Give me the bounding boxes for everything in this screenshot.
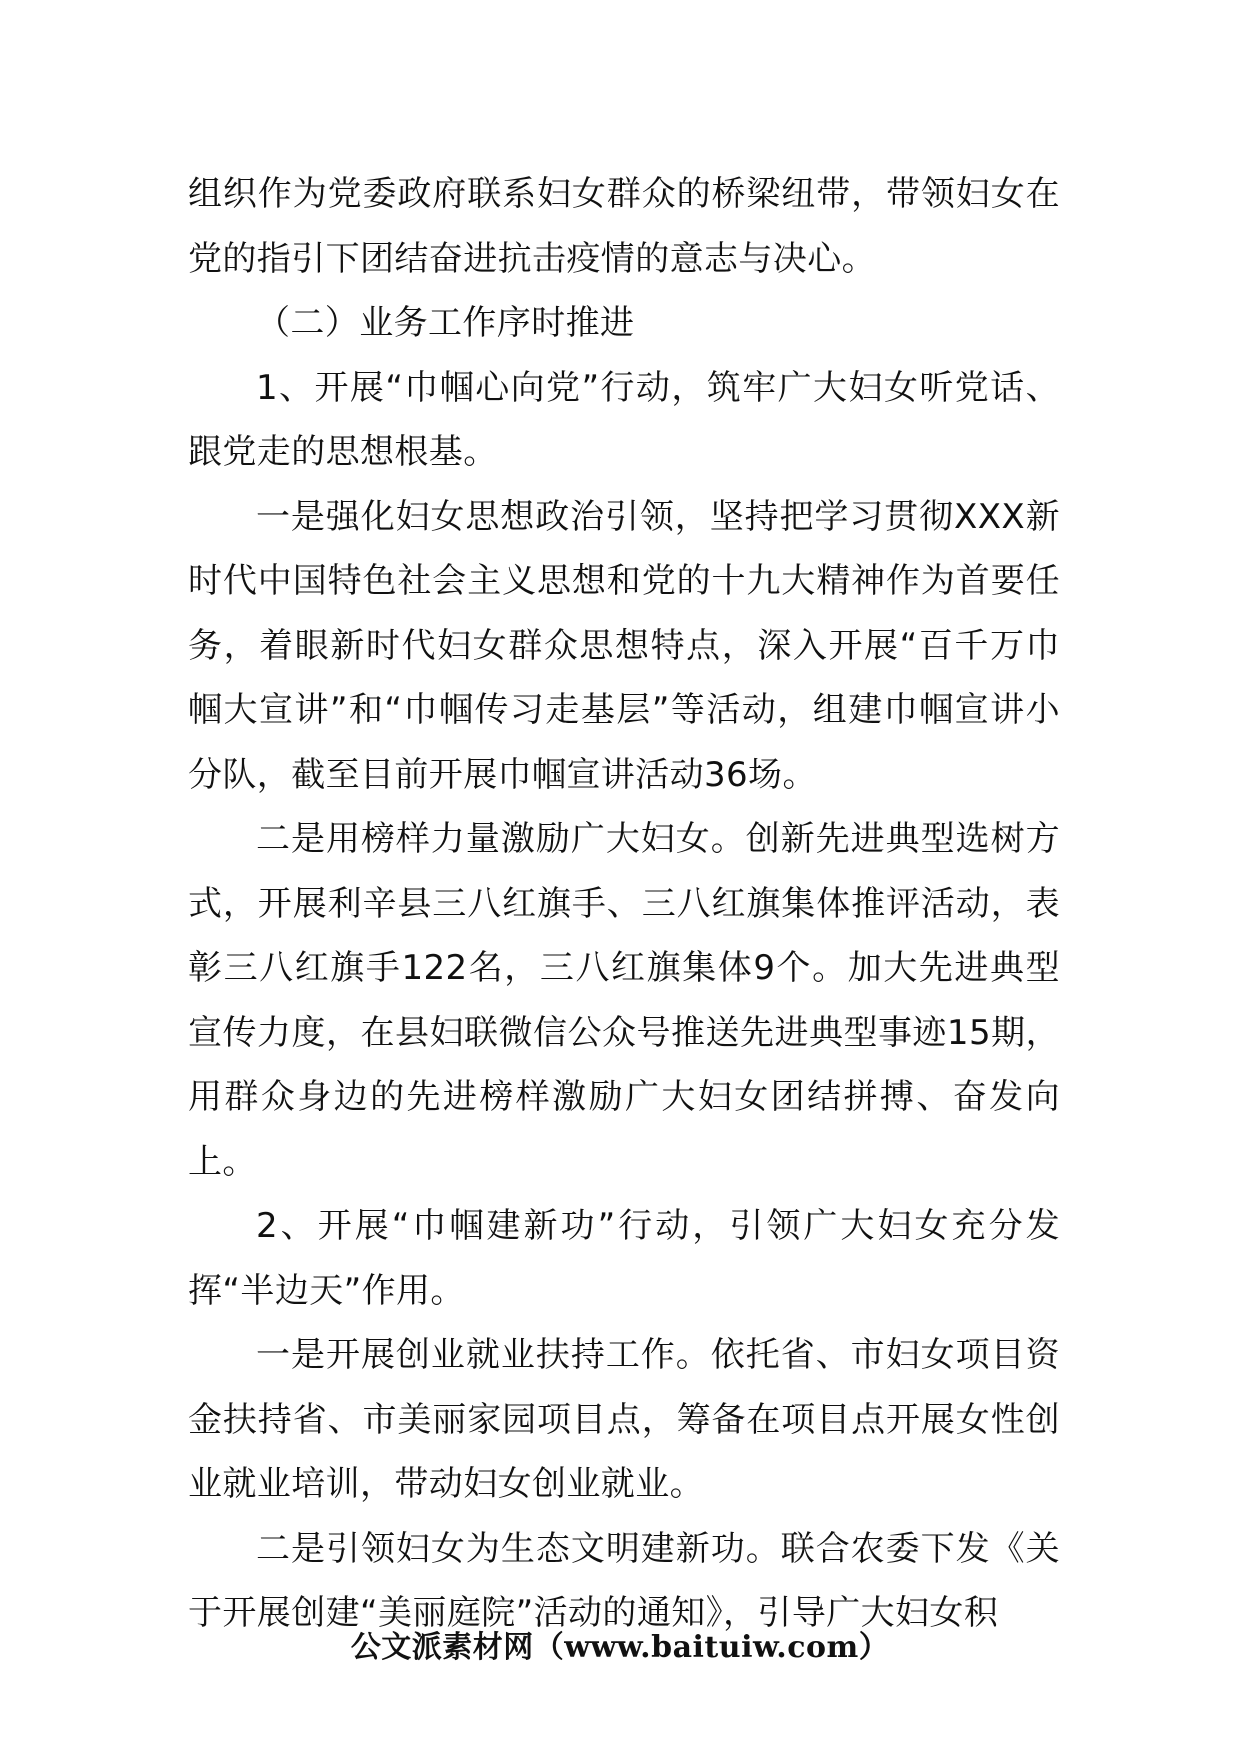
paragraph-item-2: 2、开展“巾帼建新功”行动，引领广大妇女充分发挥“半边天”作用。	[188, 1206, 1060, 1311]
document-body	[188, 162, 1060, 1646]
paragraph-item-2-b: 二是引领妇女为生态文明建新功。联合农委下发《关于开展创建“美丽庭院”活动的通知》，引导广大妇女积	[188, 1528, 1060, 1633]
paragraph-item-2-a: 一是开展创业就业扶持工作。依托省、市妇女项目资金扶持省、市美丽家园项目点，筹备在项目点开展女性创业就业培训，带动妇女创业就业。	[188, 1335, 1060, 1504]
paragraph-continuation: 组织作为党委政府联系妇女群众的桥梁纽带，带领妇女在党的指引下团结奋进抗击疫情的意志与决心。	[188, 174, 1060, 279]
paragraph-item-1-a: 一是强化妇女思想政治引领，坚持把学习贯彻XXX新时代中国特色社会主义思想和党的十九大精神作为首要任务，着眼新时代妇女群众思想特点，深入开展“百千万巾帼大宣讲”和“巾帼传习走基层”等活动，组建巾帼宣讲小分队，截至目前开展巾帼宣讲活动36场。	[188, 496, 1060, 795]
section-heading: （二）业务工作序时推进	[256, 303, 635, 343]
paragraph-item-1: 1、开展“巾帼心向党”行动，筑牢广大妇女听党话、跟党走的思想根基。	[188, 367, 1060, 472]
paragraph-item-1-b: 二是用榜样力量激励广大妇女。创新先进典型选树方式，开展利辛县三八红旗手、三八红旗集体推评活动，表彰三八红旗手122名，三八红旗集体9个。加大先进典型宣传力度，在县妇联微信公众号推送先进典型事迹15期，用群众身边的先进榜样激励广大妇女团结拼搏、奋发向上。	[188, 819, 1060, 1182]
footer-watermark: 公文派素材网（www.baituiw.com）	[350, 1630, 890, 1665]
